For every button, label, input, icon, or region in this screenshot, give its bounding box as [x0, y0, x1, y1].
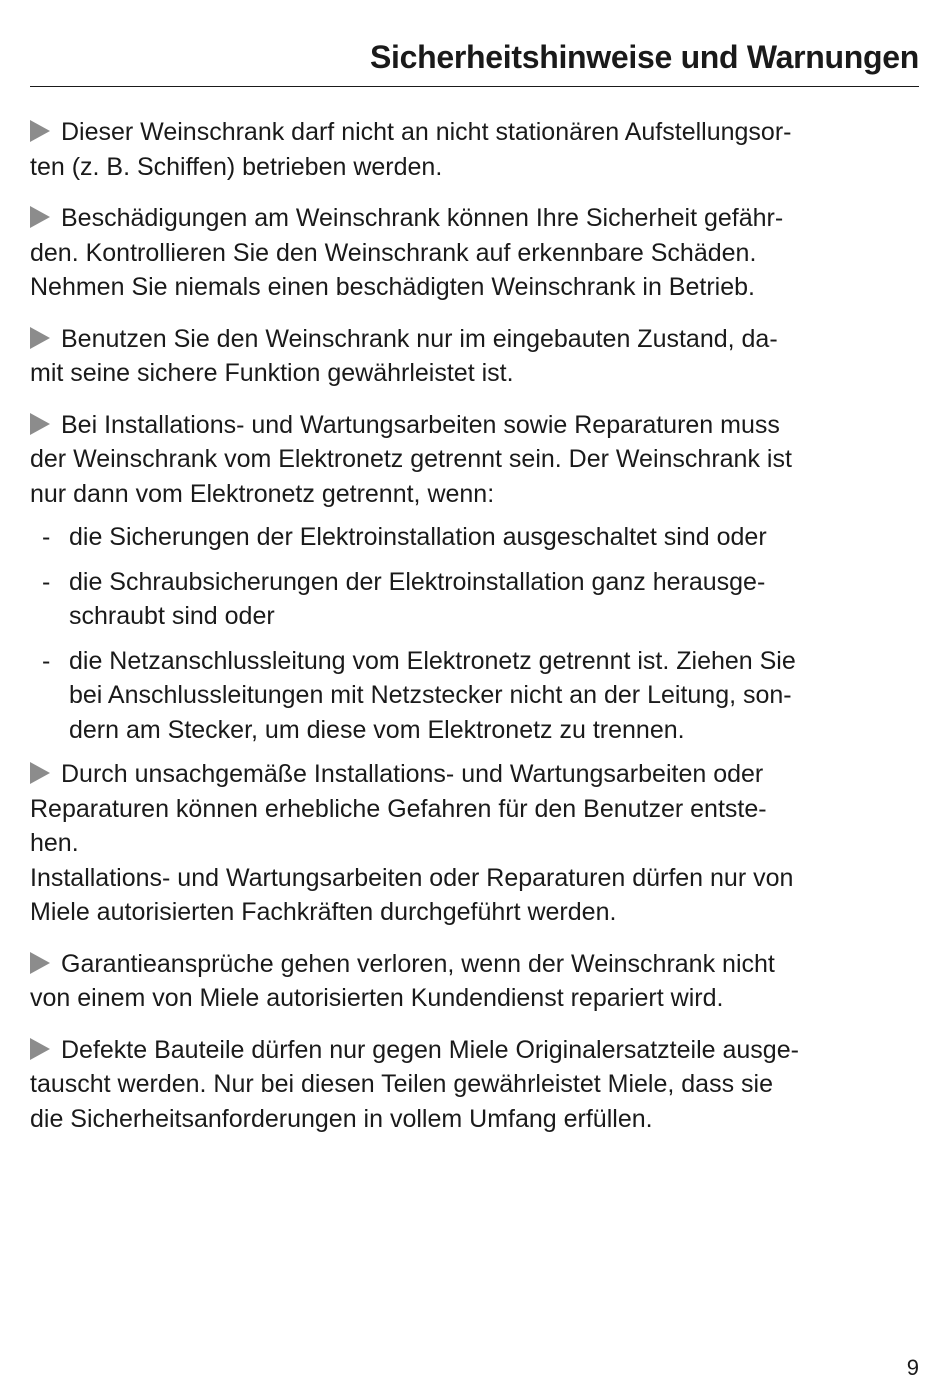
paragraph-line: Durch unsachgemäße Installations- und Wartungsarbeiten oder [30, 757, 919, 792]
paragraph-line: den. Kontrollieren Sie den Weinschrank auf erkennbare Schäden. [30, 238, 757, 267]
warning-paragraph [30, 201, 919, 305]
paragraph-line: Beschädigungen am Weinschrank können Ihre Sicherheit gefähr- [30, 201, 919, 236]
paragraph-line: Installations- und Wartungsarbeiten oder Reparaturen dürfen nur von [30, 863, 794, 892]
paragraph-line: ten (z. B. Schiffen) betrieben werden. [30, 152, 443, 181]
page-number: 9 [906, 1355, 919, 1380]
triangle-bullet-icon [30, 413, 50, 435]
warning-paragraph [30, 757, 919, 930]
paragraph-line: Benutzen Sie den Weinschrank nur im eingebauten Zustand, da- [30, 322, 919, 357]
paragraph-line: der Weinschrank vom Elektronetz getrennt sein. Der Weinschrank ist [30, 445, 792, 473]
triangle-bullet-icon [30, 206, 50, 228]
paragraph-line: mit seine sichere Funktion gewährleistet ist. [30, 359, 514, 387]
warning-paragraph [30, 947, 919, 1016]
paragraph-line: Bei Installations- und Wartungsarbeiten sowie Reparaturen muss [30, 408, 919, 443]
warning-paragraph [30, 322, 919, 391]
triangle-bullet-icon [30, 1038, 50, 1060]
dash-list-item [30, 644, 919, 748]
warning-paragraph [30, 1033, 919, 1137]
paragraph-line: hen. [30, 829, 79, 857]
dash-list-item [30, 565, 919, 634]
list-item-line: schraubt sind oder [69, 602, 275, 630]
dash-marker: - [42, 567, 51, 596]
list-item-line: die Netzanschlussleitung vom Elektronetz getrennt ist. Ziehen Sie [69, 646, 796, 675]
dash-marker: - [42, 646, 51, 675]
dash-list-item [30, 520, 919, 555]
page-title: Sicherheitshinweise und Warnungen [370, 39, 919, 75]
paragraph-line: Miele autorisierten Fachkräften durchgeführt werden. [30, 898, 617, 926]
paragraph-line: Defekte Bauteile dürfen nur gegen Miele Originalersatzteile ausge- [30, 1033, 919, 1068]
list-item-line: bei Anschlussleitungen mit Netzstecker nicht an der Leitung, son- [69, 681, 792, 709]
warning-paragraph [30, 408, 919, 512]
paragraph-line: von einem von Miele autorisierten Kundendienst repariert wird. [30, 984, 724, 1012]
paragraph-line: Garantieansprüche gehen verloren, wenn der Weinschrank nicht [30, 947, 919, 982]
page-header [30, 36, 919, 87]
paragraph-line: Dieser Weinschrank darf nicht an nicht stationären Aufstellungsor- [30, 115, 919, 150]
paragraph-line: die Sicherheitsanforderungen in vollem Umfang erfüllen. [30, 1104, 653, 1133]
list-item-line: dern am Stecker, um diese vom Elektronetz zu trennen. [69, 715, 685, 744]
triangle-bullet-icon [30, 952, 50, 974]
paragraph-line: Reparaturen können erhebliche Gefahren für den Benutzer entste- [30, 794, 767, 823]
paragraph-line: nur dann vom Elektronetz getrennt, wenn: [30, 479, 495, 508]
warning-paragraph [30, 115, 919, 184]
paragraph-line: tauscht werden. Nur bei diesen Teilen gewährleistet Miele, dass sie [30, 1070, 773, 1098]
dash-list [30, 520, 919, 747]
list-item-line: die Schraubsicherungen der Elektroinstallation ganz herausge- [69, 567, 766, 596]
triangle-bullet-icon [30, 762, 50, 784]
triangle-bullet-icon [30, 120, 50, 142]
content [30, 115, 919, 1153]
dash-marker: - [42, 523, 51, 551]
list-item-line: die Sicherungen der Elektroinstallation ausgeschaltet sind oder [69, 523, 767, 551]
paragraph-line: Nehmen Sie niemals einen beschädigten Weinschrank in Betrieb. [30, 273, 755, 301]
triangle-bullet-icon [30, 327, 50, 349]
